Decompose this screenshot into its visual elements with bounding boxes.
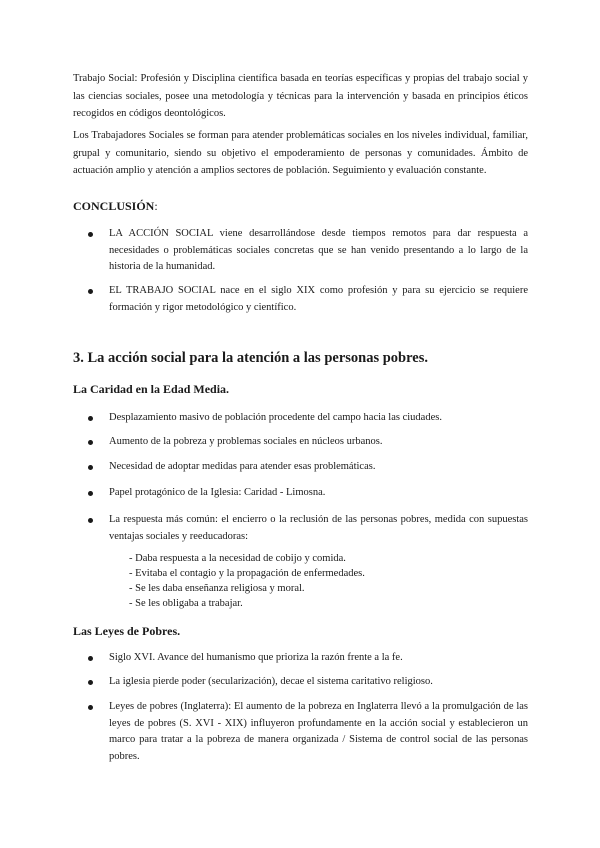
list-item-text: Siglo XVI. Avance del humanismo que prioriza la razón frente a la fe. [109,652,403,663]
section-3-heading: 3. La acción social para la atención a las personas pobres. [73,350,428,366]
bullet-icon [88,440,93,445]
list-item-text: La iglesia pierde poder (secularización), decae el sistema caritativo religioso. [109,676,433,687]
list-item-text: Necesidad de adoptar medidas para atender esas problemáticas. [109,461,376,472]
sub-list-item: - Se les obligaba a trabajar. [129,598,243,609]
intro-paragraph-2: Los Trabajadores Sociales se forman para atender problemáticas sociales en los niveles individual, familiar, grupal y comunitario, siendo su objetivo el empoderamiento de personas y comunidades. Ámbito de actuación amplio y atención a amplios sectores de población. Seguimiento y evaluación constante. [73,130,528,176]
bullet-icon [88,518,93,523]
list-item-text: Papel protagónico de la Iglesia: Caridad - Limosna. [109,487,326,498]
bullet-icon [88,656,93,661]
bullet-icon [88,705,93,710]
list-item-text: Leyes de pobres (Inglaterra): El aumento de la pobreza en Inglaterra llevó a la promulgación de las leyes de pobres (S. XVI - XIX) influyeron profundamente en la acción social y establecieron un marco para tratar a la pobreza de manera organizada / Sistema de control social de las personas pobres. [109,701,528,762]
list-item-text: EL TRABAJO SOCIAL nace en el siglo XIX como profesión y para su ejercicio se requiere formación y rigor metodológico y científico. [109,285,528,313]
sub-list-item: - Evitaba el contagio y la propagación de enfermedades. [129,568,365,579]
bullet-icon [88,465,93,470]
bullet-icon [88,289,93,294]
sub-list-item: - Daba respuesta a la necesidad de cobijo y comida. [129,553,346,564]
list-item-text: Desplazamiento masivo de población procedente del campo hacia las ciudades. [109,412,442,423]
caridad-heading: La Caridad en la Edad Media. [73,382,230,396]
list-item-text: LA ACCIÓN SOCIAL viene desarrollándose desde tiempos remotos para dar respuesta a necesidades o problemáticas sociales concretas que se han venido presentando a lo largo de la historia de la humanidad. [109,228,528,272]
list-item-text: La respuesta más común: el encierro o la reclusión de las personas pobres, medida con supuestas ventajas sociales y reeducadoras: [109,514,528,542]
intro-paragraph-1: Trabajo Social: Profesión y Disciplina científica basada en teorías específicas y propias del trabajo social y las ciencias sociales, posee una metodología y técnicas para la intervención y basada en principios éticos recogidos en códigos deontológicos. [73,73,528,119]
leyes-heading: Las Leyes de Pobres. [73,624,181,638]
bullet-icon [88,680,93,685]
bullet-icon [88,491,93,496]
bullet-icon [88,232,93,237]
bullet-icon [88,416,93,421]
conclusion-heading [73,199,158,214]
conclusion-heading-text: CONCLUSIÓN [73,199,155,213]
conclusion-heading-colon: : [154,199,158,213]
sub-list-item: - Se les daba enseñanza religiosa y moral. [129,583,305,594]
list-item-text: Aumento de la pobreza y problemas sociales en núcleos urbanos. [109,436,383,447]
